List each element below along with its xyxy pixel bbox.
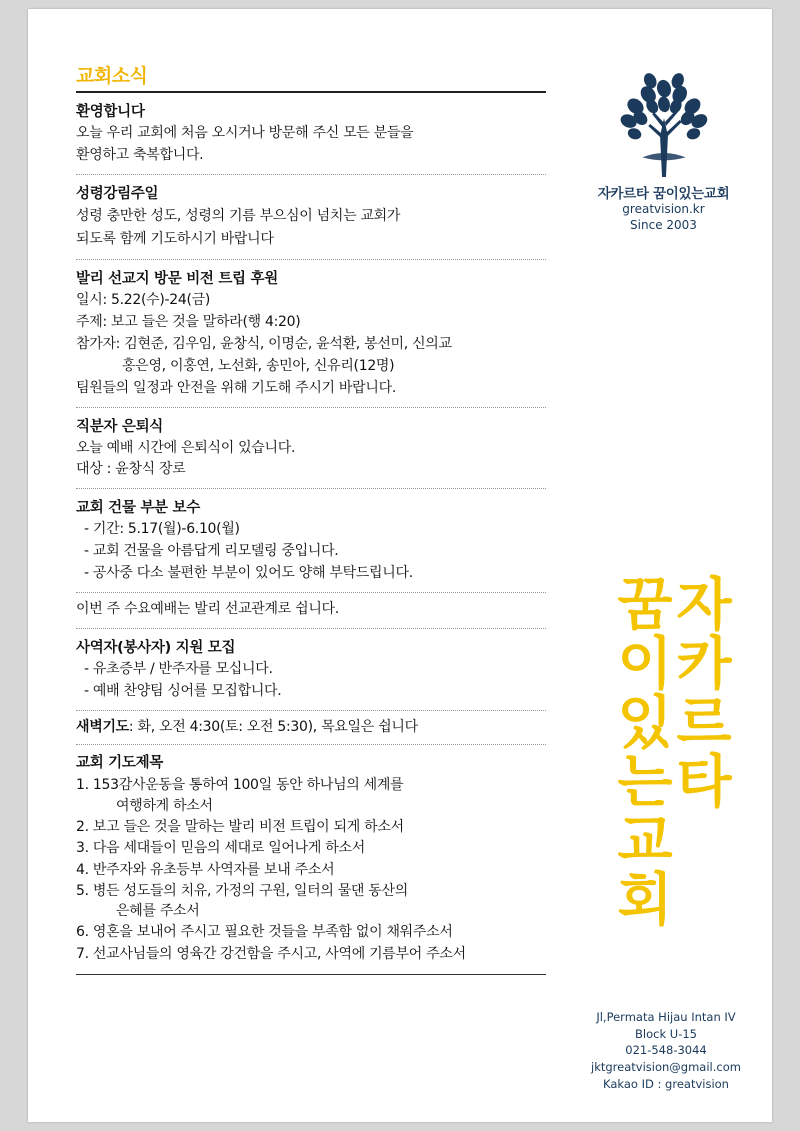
section-heading: 직분자 은퇴식: [76, 418, 163, 435]
item-number: 7.: [76, 945, 89, 962]
section-volunteer-recruit: [76, 636, 546, 702]
section-line: 오늘 우리 교회에 처음 오시거나 방문해 주신 모든 분들을: [76, 125, 414, 141]
section-line: - 교회 건물을 아름답게 리모델링 중입니다.: [84, 543, 339, 560]
section-divider: [76, 710, 546, 711]
prayer-topics-list: [76, 775, 546, 964]
section-divider: [76, 259, 546, 260]
section-line: 참가자: 김현준, 김우임, 윤창식, 이명순, 윤석환, 봉선미, 신의교: [76, 335, 452, 352]
section-pentecost: [76, 182, 546, 251]
dawn-prayer-label: 새벽기도: [76, 718, 129, 735]
item-number: 6.: [76, 924, 89, 941]
church-logo-block: [576, 67, 751, 233]
section-building-repair: [76, 496, 546, 584]
section-line: 되도록 함께 기도하시기 바랍니다: [76, 231, 274, 248]
section-divider: [76, 488, 546, 489]
section-welcome: [76, 100, 546, 166]
dawn-prayer-line: [76, 718, 546, 738]
section-line: - 예배 찬양팀 싱어를 모집합니다.: [84, 682, 282, 699]
item-text: 반주자와 유초등부 사역자를 보내 주소서: [92, 861, 335, 878]
list-item: [76, 817, 546, 837]
section-bali-vision-trip: [76, 267, 546, 398]
wednesday-service-note: 이번 주 수요예배는 발리 선교관계로 쉽니다.: [76, 600, 339, 617]
vertical-title-col1: 자카르타: [666, 574, 732, 810]
item-text: 보고 들은 것을 말하는 발리 비전 트립이 되게 하소서: [92, 818, 404, 835]
section-line: 성령 충만한 성도, 성령의 기름 부으심이 넘치는 교회가: [76, 207, 401, 224]
section-divider: [76, 407, 546, 408]
prayer-topics-heading: 교회 기도제목: [76, 755, 163, 772]
email-address: jktgreatvision@gmail.com: [591, 1060, 741, 1075]
item-cont: 여행하게 하소서: [116, 797, 213, 814]
section-heading: 교회 건물 부분 보수: [76, 500, 200, 517]
item-cont: 은혜를 주소서: [116, 903, 200, 920]
dawn-prayer-text: : 화, 오전 4:30(토: 오전 5:30), 목요일은 쉽니다: [128, 718, 418, 735]
item-text: 153감사운동을 통하여 100일 동안 하나님의 세계를: [92, 777, 404, 794]
section-line: 오늘 예배 시간에 은퇴식이 있습니다.: [76, 439, 296, 456]
section-divider: [76, 174, 546, 175]
item-number: 5.: [76, 882, 89, 899]
section-line: 일시: 5.22(수)-24(금): [76, 292, 211, 309]
address-block: [576, 1009, 756, 1092]
section-retirement: [76, 415, 546, 481]
page-title: 교회소식: [76, 65, 148, 87]
title-divider: [76, 91, 546, 93]
kakao-id: Kakao ID : greatvision: [603, 1076, 729, 1091]
section-heading: 사역자(봉사자) 지원 모집: [76, 639, 236, 656]
item-text: 다음 세대들이 믿음의 세대로 일어나게 하소서: [92, 840, 365, 857]
church-name: 자카르타 꿈이있는교회: [597, 186, 730, 202]
bulletin-sheet: [28, 9, 772, 1122]
section-heading: 발리 선교지 방문 비전 트립 후원: [76, 271, 278, 288]
section-line: - 유초증부 / 반주자를 모십니다.: [84, 660, 273, 677]
section-line: - 기간: 5.17(월)-6.10(월): [84, 521, 240, 538]
section-heading: 성령강림주일: [76, 185, 159, 202]
list-item: [76, 838, 546, 858]
item-number: 1.: [76, 777, 89, 794]
section-line-indented: 홍은영, 이홍연, 노선화, 송민아, 신유리(12명): [122, 357, 395, 374]
list-item: [76, 944, 546, 964]
item-number: 2.: [76, 818, 89, 835]
list-item: [76, 860, 546, 880]
phone-number: 021-548-3044: [625, 1043, 707, 1058]
section-heading: 환영합니다: [76, 104, 145, 120]
church-since: Since 2003: [630, 217, 697, 232]
section-line: 환영하고 축복합니다.: [76, 146, 204, 163]
vertical-title: [584, 574, 754, 1004]
section-divider: [76, 744, 546, 745]
address-line: Jl,Permata Hijau Intan IV: [596, 1010, 736, 1024]
section-line: 팀원들의 일정과 안전을 위해 기도해 주시기 바랍니다.: [76, 379, 396, 396]
list-item: [76, 922, 546, 942]
item-number: 4.: [76, 861, 89, 878]
item-text: 선교사님들의 영육간 강건함을 주시고, 사역에 기름부어 주소서: [92, 945, 466, 962]
address-line: Block U-15: [635, 1026, 697, 1041]
section-line: - 공사중 다소 불편한 부분이 있어도 양해 부탁드립니다.: [84, 565, 413, 581]
section-divider: [76, 592, 546, 593]
section-line: 대상 : 윤창식 장로: [76, 461, 186, 478]
item-text: 병든 성도들의 치유, 가정의 구원, 일터의 물댄 동산의: [92, 882, 408, 899]
tree-icon: [605, 67, 723, 179]
item-text: 영혼을 보내어 주시고 필요한 것들을 부족함 없이 채워주소서: [92, 924, 453, 941]
section-divider: [76, 628, 546, 629]
list-item: [76, 775, 546, 816]
church-website: greatvision.kr: [622, 202, 705, 216]
item-number: 3.: [76, 840, 89, 857]
vertical-title-col2: 꿈이있는교회: [607, 574, 673, 928]
bottom-divider: [76, 974, 546, 975]
announcements-column: [76, 61, 546, 975]
list-item: [76, 881, 546, 922]
section-line: 주제: 보고 들은 것을 말하라(행 4:20): [76, 314, 301, 330]
